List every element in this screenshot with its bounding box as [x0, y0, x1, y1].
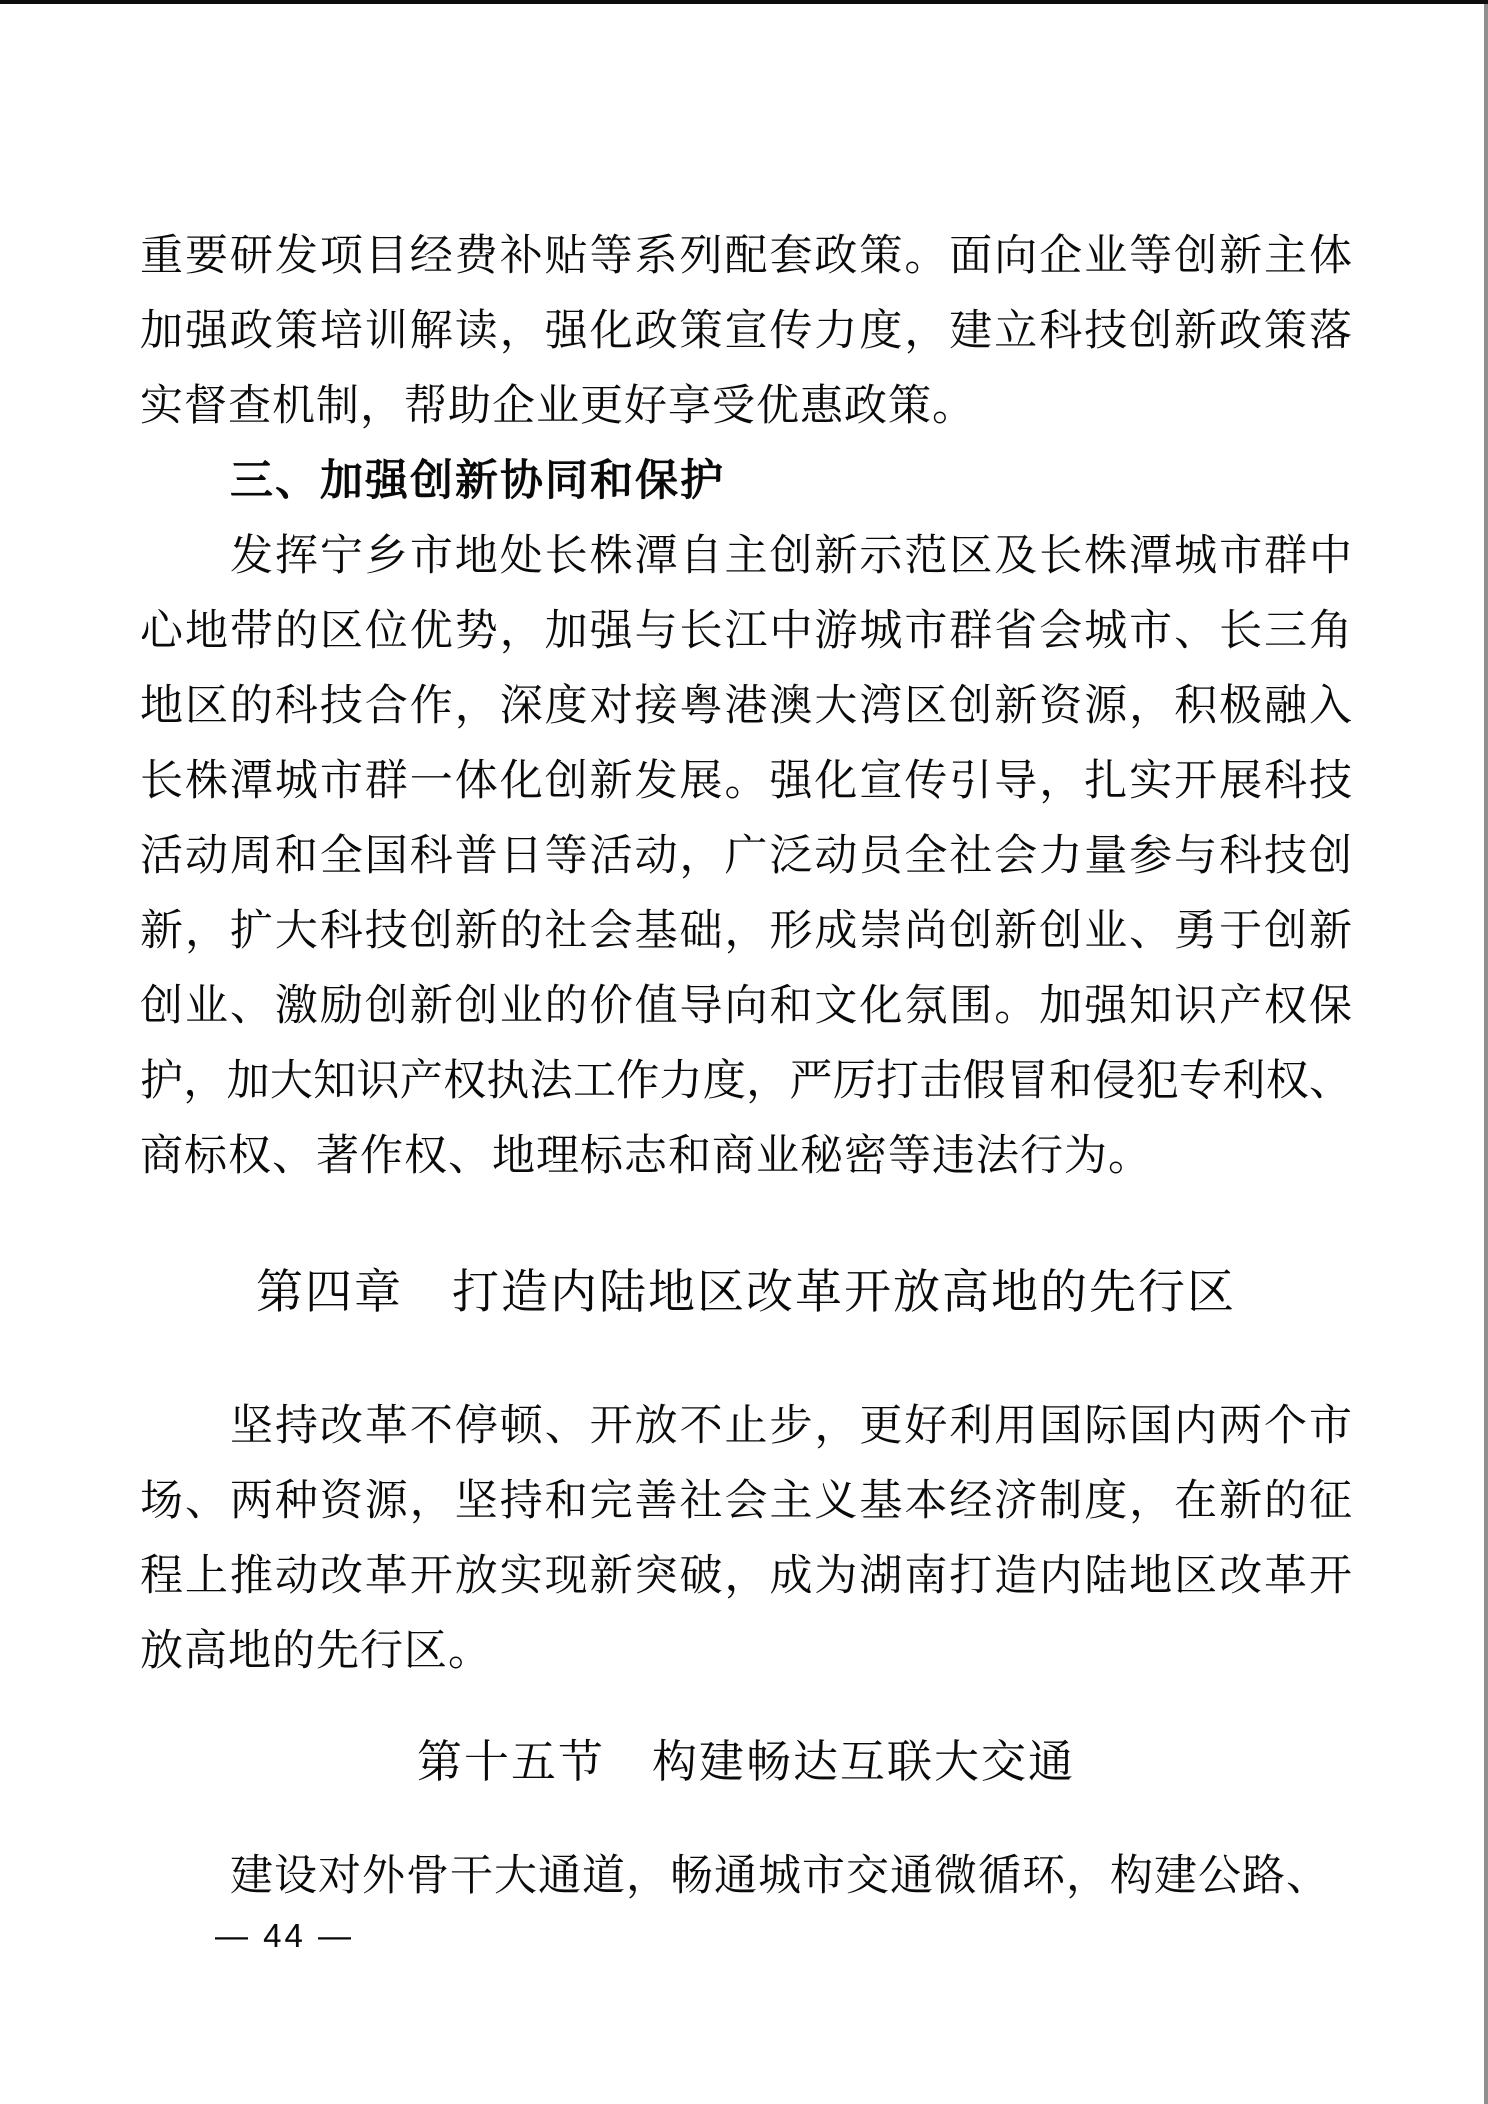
para4-line1: 建设对外骨干大通道，畅通城市交通微循环，构建公路、 [230, 1852, 1330, 1900]
para2-line2: 心地带的区位优势，加强与长江中游城市群省会城市、长三角 [140, 607, 1352, 655]
para1-line2: 加强政策培训解读，强化政策宣传力度，建立科技创新政策落 [140, 307, 1352, 355]
subsection-heading: 三、加强创新协同和保护 [230, 457, 725, 505]
chapter-heading: 第四章 打造内陆地区改革开放高地的先行区 [256, 1265, 1236, 1318]
para1-line1: 重要研发项目经费补贴等系列配套政策。面向企业等创新主体 [140, 232, 1352, 280]
para2-line8: 护，加大知识产权执法工作力度，严厉打击假冒和侵犯专利权、 [140, 1057, 1352, 1105]
section-heading: 第十五节 构建畅达互联大交通 [416, 1736, 1075, 1787]
para3-line2: 场、两种资源，坚持和完善社会主义基本经济制度，在新的征 [140, 1477, 1352, 1525]
page-body [140, 4, 1352, 1914]
para2-line3: 地区的科技合作，深度对接粤港澳大湾区创新资源，积极融入 [140, 682, 1352, 730]
para2-line5: 活动周和全国科普日等活动，广泛动员全社会力量参与科技创 [140, 832, 1352, 880]
para1-line3: 实督查机制，帮助企业更好享受优惠政策。 [140, 382, 976, 430]
para3-line3: 程上推动改革开放实现新突破，成为湖南打造内陆地区改革开 [140, 1552, 1352, 1600]
para2-line9: 商标权、著作权、地理标志和商业秘密等违法行为。 [140, 1132, 1152, 1180]
para3-line1: 坚持改革不停顿、开放不止步，更好利用国际国内两个市 [230, 1402, 1352, 1450]
para3-line4: 放高地的先行区。 [140, 1627, 492, 1675]
scan-edge-line [1484, 4, 1488, 2104]
para2-line7: 创业、激励创新创业的价值导向和文化氛围。加强知识产权保 [140, 982, 1352, 1030]
para2-line1: 发挥宁乡市地处长株潭自主创新示范区及长株潭城市群中 [230, 532, 1352, 580]
page-number: — 44 — [215, 1917, 355, 1954]
para2-line6: 新，扩大科技创新的社会基础，形成崇尚创新创业、勇于创新 [140, 907, 1352, 955]
para2-line4: 长株潭城市群一体化创新发展。强化宣传引导，扎实开展科技 [140, 757, 1352, 805]
